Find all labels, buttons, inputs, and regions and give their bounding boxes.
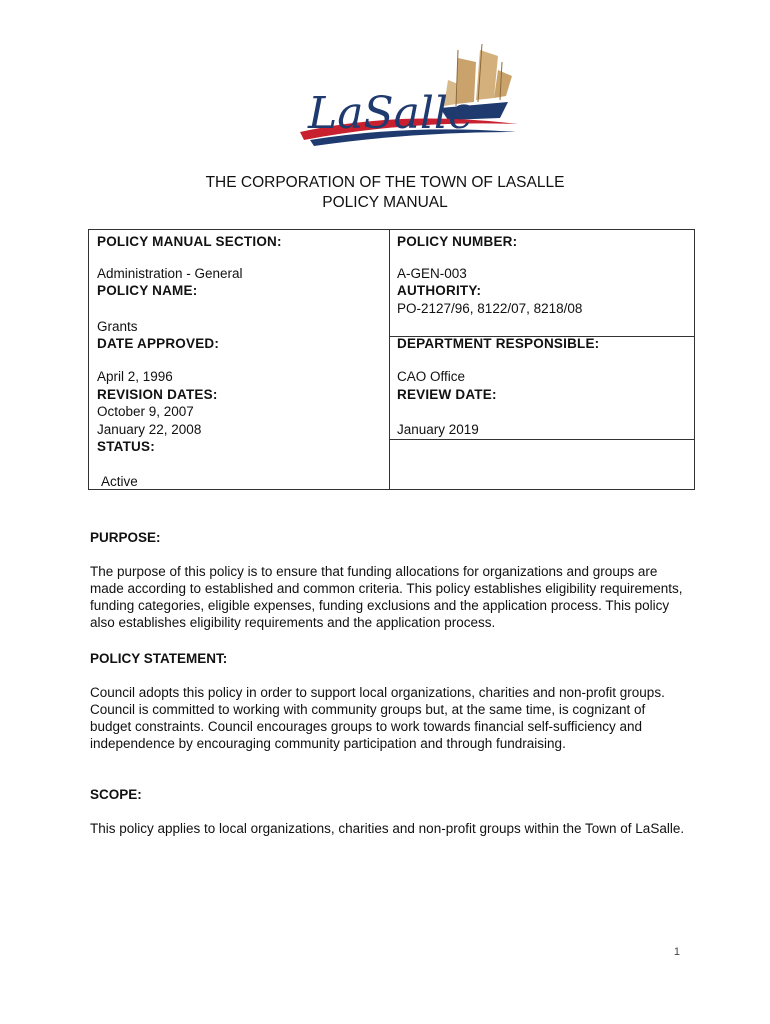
department-value: CAO Office <box>397 369 466 384</box>
document-subtitle: POLICY MANUAL <box>322 194 448 211</box>
policy-name-label: POLICY NAME: <box>97 283 198 298</box>
policy-info-table <box>88 229 695 490</box>
policy-statement-heading: POLICY STATEMENT: <box>90 651 228 666</box>
section-label: POLICY MANUAL SECTION: <box>97 234 282 249</box>
policy-name-value: Grants <box>97 319 138 334</box>
revision-date-1: October 9, 2007 <box>97 404 194 419</box>
page-number: 1 <box>673 946 680 958</box>
policy-number-value: A-GEN-003 <box>397 266 467 281</box>
revision-dates-label: REVISION DATES: <box>97 387 218 402</box>
scope-heading: SCOPE: <box>90 787 142 802</box>
purpose-body: The purpose of this policy is to ensure that funding allocations for organizations and groups are made according to established and common criteria. This policy establishes eligibility requirements, funding categories, eligible expenses, funding exclusions and the application process. This policy also establishes eligibility requirements and the application process. <box>90 564 683 630</box>
lasalle-logo <box>280 40 520 150</box>
section-value: Administration - General <box>97 266 243 281</box>
status-value: Active <box>101 474 138 489</box>
policy-number-label: POLICY NUMBER: <box>397 234 518 249</box>
status-label: STATUS: <box>97 439 155 454</box>
scope-body: This policy applies to local organizations, charities and non-profit groups within the Town of LaSalle. <box>90 821 685 836</box>
revision-date-2: January 22, 2008 <box>97 422 202 437</box>
document-title: THE CORPORATION OF THE TOWN OF LASALLE <box>205 174 565 191</box>
review-date-value: January 2019 <box>397 422 479 437</box>
policy-statement-body: Council adopts this policy in order to support local organizations, charities and non-profit groups. Council is committed to working with community groups but, at the same time, is cognizant of budget constraints. Council encourages groups to work towards financial self-sufficiency and independence by encouraging community participation and through fundraising. <box>90 685 665 751</box>
purpose-heading: PURPOSE: <box>90 530 161 545</box>
date-approved-value: April 2, 1996 <box>97 369 173 384</box>
logo-wordmark: LaSalle <box>308 88 475 139</box>
review-date-label: REVIEW DATE: <box>397 387 497 402</box>
authority-value: PO-2127/96, 8122/07, 8218/08 <box>397 301 583 316</box>
department-label: DEPARTMENT RESPONSIBLE: <box>397 336 600 351</box>
authority-label: AUTHORITY: <box>397 283 482 298</box>
date-approved-label: DATE APPROVED: <box>97 336 220 351</box>
